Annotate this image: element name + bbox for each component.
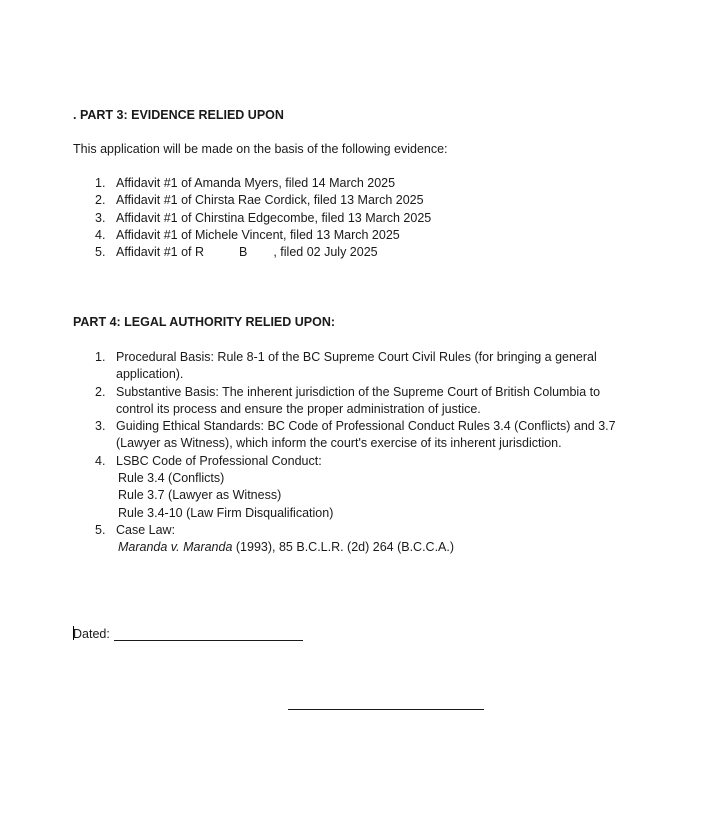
- case-name: Maranda v. Maranda: [118, 540, 233, 555]
- list-number: 2.: [95, 193, 106, 208]
- list-item: [73, 349, 616, 384]
- list-text: application).: [116, 367, 184, 382]
- list-item: [73, 522, 616, 557]
- list-item: [73, 175, 431, 192]
- list-item: [73, 418, 616, 453]
- authority-list: [73, 349, 616, 557]
- list-text: control its process and ensure the proper administration of justice.: [116, 401, 481, 416]
- sub-item: Rule 3.4 (Conflicts): [118, 471, 225, 486]
- list-text: Case Law:: [116, 522, 176, 537]
- case-citation: [116, 539, 616, 556]
- sub-item: Rule 3.4-10 (Law Firm Disqualification): [118, 505, 334, 520]
- list-number: 3.: [95, 419, 106, 434]
- list-number: 5.: [95, 522, 106, 537]
- list-text: Affidavit #1 of Chirsta Rae Cordick, filed 13 March 2025: [116, 193, 424, 208]
- list-number: 1.: [95, 350, 106, 364]
- list-number: 2.: [95, 384, 106, 399]
- list-item: [73, 453, 616, 522]
- list-text: Affidavit #1 of Michele Vincent, filed 13 March 2025: [116, 227, 400, 242]
- list-item: [73, 384, 616, 419]
- list-text: B: [239, 245, 248, 260]
- list-number: 5.: [95, 245, 106, 260]
- list-number: 1.: [95, 176, 106, 190]
- list-item: [73, 244, 431, 261]
- list-text: LSBC Code of Professional Conduct:: [116, 453, 322, 468]
- part3-intro: This application will be made on the basis of the following evidence:: [73, 142, 448, 156]
- list-number: 3.: [95, 210, 106, 225]
- signature-line[interactable]: [288, 709, 484, 710]
- list-text: Affidavit #1 of R: [116, 245, 205, 260]
- part4-heading: PART 4: LEGAL AUTHORITY RELIED UPON:: [73, 315, 336, 329]
- sub-item: Rule 3.7 (Lawyer as Witness): [118, 488, 282, 503]
- part3-heading: . PART 3: EVIDENCE RELIED UPON: [73, 108, 284, 122]
- case-reference: (1993), 85 B.C.L.R. (2d) 264 (B.C.C.A.): [232, 540, 455, 555]
- list-number: 4.: [95, 453, 106, 468]
- dated-row: [73, 626, 303, 641]
- list-text: (Lawyer as Witness), which inform the court's exercise of its inherent jurisdiction.: [116, 436, 562, 451]
- list-item: [73, 210, 431, 227]
- list-text: Procedural Basis: Rule 8-1 of the BC Supreme Court Civil Rules (for bringing a general: [116, 350, 597, 364]
- list-text: , filed 02 July 2025: [273, 245, 378, 260]
- list-text: Affidavit #1 of Chirstina Edgecombe, filed 13 March 2025: [116, 210, 432, 225]
- list-text: Affidavit #1 of Amanda Myers, filed 14 March 2025: [116, 176, 396, 190]
- list-number: 4.: [95, 227, 106, 242]
- list-text: Substantive Basis: The inherent jurisdiction of the Supreme Court of British Columbia to: [116, 384, 601, 399]
- dated-blank-line[interactable]: [114, 640, 303, 641]
- evidence-list: [73, 175, 431, 261]
- dated-label: Dated:: [73, 627, 110, 641]
- list-text: Guiding Ethical Standards: BC Code of Professional Conduct Rules 3.4 (Conflicts) and 3.7: [116, 419, 616, 434]
- list-item: [73, 192, 431, 209]
- list-item: [73, 227, 431, 244]
